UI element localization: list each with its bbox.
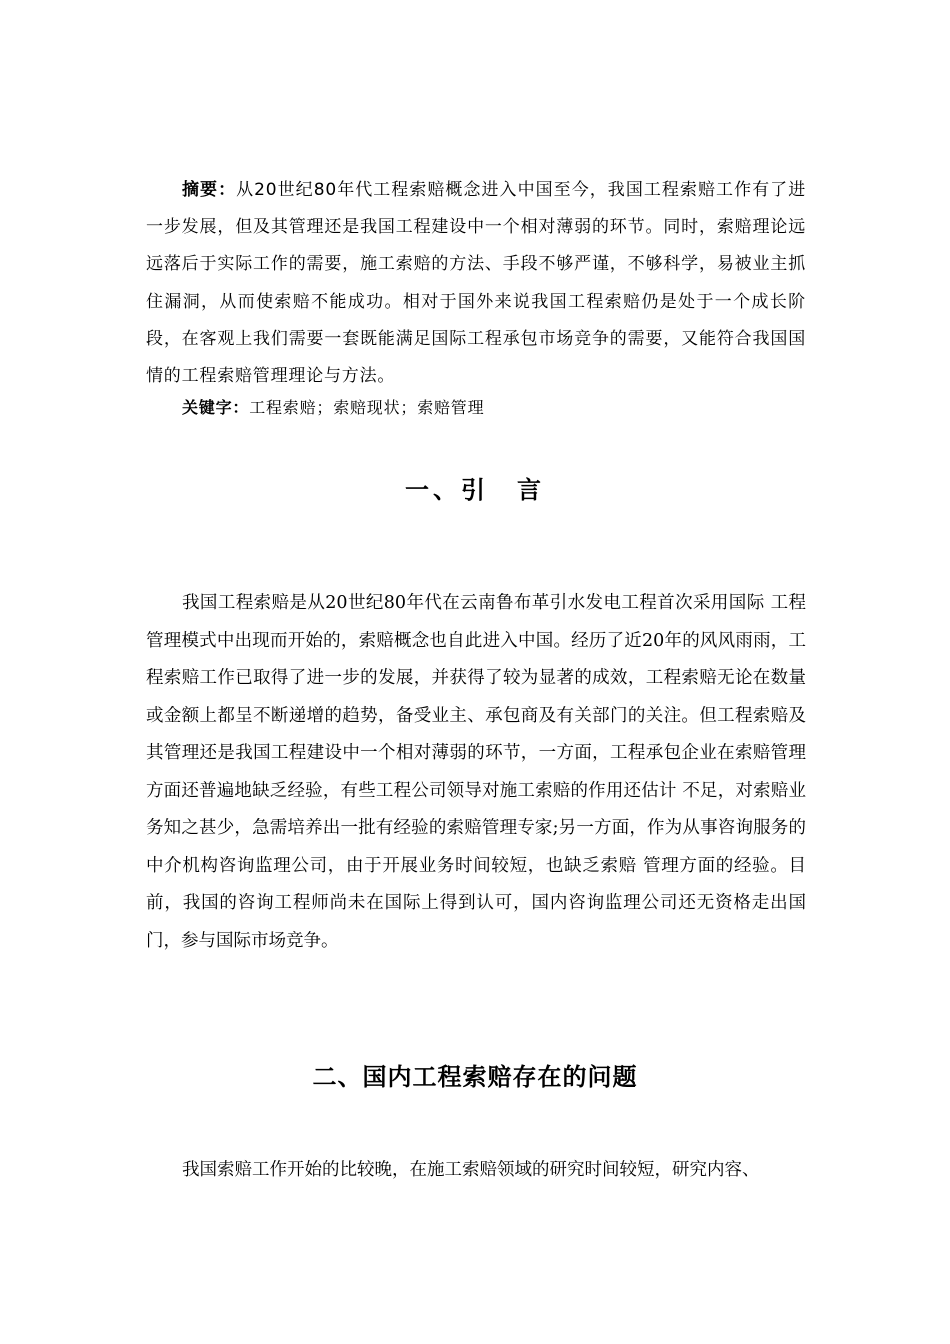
- abstract-label: 摘要：: [182, 180, 237, 200]
- domestic-problems-paragraph: 我国索赔工作开始的比较晚，在施工索赔领域的研究时间较短，研究内容、: [182, 1160, 760, 1180]
- keywords-paragraph: [182, 391, 802, 425]
- introduction-paragraph: 我国工程索赔是从20世纪80年代在云南鲁布革引水发电工程首次采用国际 工程管理模式中出现而开始的，索赔概念也自此进入中国。经历了近20年的风风雨雨，工程索赔工作已取得了进一步的发展，并获得了较为显著的成效，工程索赔无论在数量或金额上都呈不断递增的趋势，备受业主、承包商及有关部门的关注。但工程索赔及其管理还是我国工程建设中一个相对薄弱的环节，一方面，工程承包企业在索赔管理方面还普遍地缺乏经验，有些工程公司领导对施工索赔的作用还估计 不足，对索赔业务知之甚少，急需培养出一批有经验的索赔管理专家;另一方面，作为从事咨询服务的中介机构咨询监理公司，由于开展业务时间较短，也缺乏索赔 管理方面的经验。目前，我国的咨询工程师尚未在国际上得到认可，国内咨询监理公司还无资格走出国门，参与国际市场竞争。: [146, 593, 806, 951]
- keywords-label: 关键字：: [182, 398, 250, 417]
- abstract-text: 从20世纪80年代工程索赔概念进入中国至今，我国工程索赔工作有了进一步发展，但及其管理还是我国工程建设中一个相对薄弱的环节。同时，索赔理论远远落后于实际工作的需要，施工索赔的方法、手段不够严谨，不够科学，易被业主抓住漏洞，从而使索赔不能成功。相对于国外来说我国工程索赔仍是处于一个成长阶段，在客观上我们需要一套既能满足国际工程承包市场竞争的需要，又能符合我国国情的工程索赔管理理论与方法。: [146, 180, 806, 387]
- keywords-text: 工程索赔；索赔现状；索赔管理: [249, 398, 485, 417]
- section-heading-domestic-problems: 二、国内工程索赔存在的问题: [312, 1063, 638, 1091]
- abstract-paragraph: [146, 172, 806, 395]
- section-heading-introduction: 一、引 言: [405, 476, 545, 504]
